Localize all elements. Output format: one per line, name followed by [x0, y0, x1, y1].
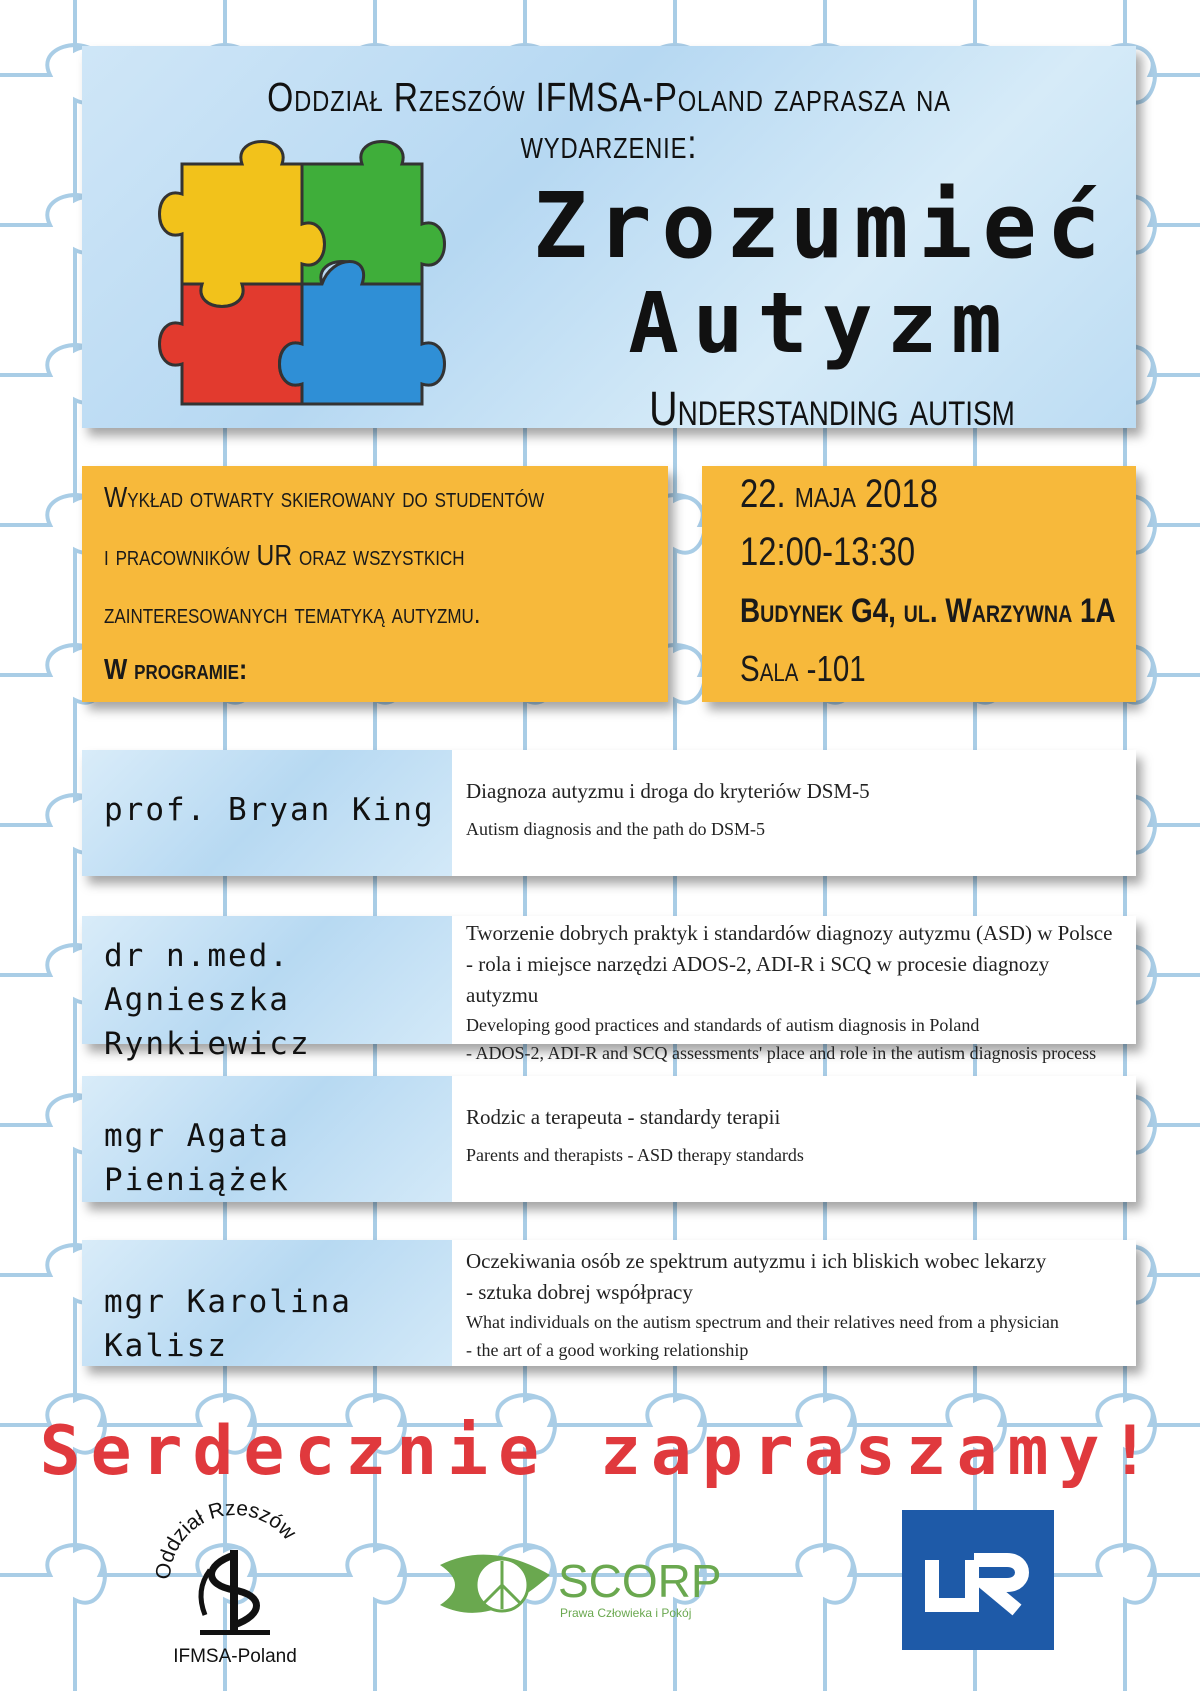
ifmsa-emblem-icon — [150, 1500, 320, 1670]
talk-title-pl: Oczekiwania osób ze spektrum autyzmu i ich bliskich wobec lekarzy — [466, 1249, 1047, 1273]
talk-description — [466, 918, 1126, 1067]
talk-title-en: - ADOS-2, ADI-R and SCQ assessments' place and role in the autism diagnosis process — [466, 1043, 1097, 1063]
talk-title-en: - the art of a good working relationship — [466, 1340, 749, 1360]
speaker-box — [82, 1240, 452, 1366]
speaker-name: mgr Karolina Kalisz — [104, 1284, 352, 1364]
organizer-line: Oddział Rzeszów IFMSA-Poland zaprasza na wydarzenie: — [267, 74, 951, 167]
speaker-box — [82, 1076, 452, 1202]
event-room: Sala -101 — [740, 648, 866, 689]
title-line1: Zrozumieć — [533, 174, 1111, 279]
talk-title-pl: Diagnoza autyzmu i droga do kryteriów DSM-5 — [466, 779, 870, 803]
scorp-emblem-icon — [440, 1545, 740, 1625]
speaker-box — [82, 750, 452, 876]
talk-title-pl: - rola i miejsce narzędzi ADOS-2, ADI-R i SCQ w procesie diagnozy autyzmu — [466, 952, 1050, 1007]
talk-title-pl: Tworzenie dobrych praktyk i standardów diagnozy autyzmu (ASD) w Polsce — [466, 921, 1113, 945]
description-line-3: zainteresowanych tematyką autyzmu. — [104, 598, 481, 630]
ifmsa-logo — [150, 1500, 320, 1670]
ur-emblem-icon — [902, 1510, 1054, 1650]
talk-title-en: Autism diagnosis and the path do DSM-5 — [466, 819, 765, 839]
speaker-name: mgr Agata Pieniążek — [104, 1118, 290, 1198]
talk-title-en: Developing good practices and standards of autism diagnosis in Poland — [466, 1015, 980, 1035]
event-date: 22. maja 2018 — [740, 472, 939, 516]
scorp-name: SCORP — [558, 1555, 722, 1607]
event-time: 12:00-13:30 — [740, 530, 916, 574]
talk-row — [82, 750, 1136, 876]
puzzle-pieces-icon — [142, 114, 462, 414]
talk-description — [466, 1102, 1126, 1169]
talk-row — [82, 916, 1136, 1063]
speaker-name: dr n.med. — [104, 938, 290, 974]
program-label: W programie: — [104, 654, 248, 686]
talk-title-en: What individuals on the autism spectrum and their relatives need from a physician — [466, 1312, 1059, 1332]
svg-text:Oddział Rzeszów — [152, 1500, 301, 1581]
ifmsa-arc-text: Oddział Rzeszów — [151, 1500, 301, 1581]
ifmsa-name: IFMSA-Poland — [173, 1646, 297, 1667]
event-details-box — [702, 466, 1136, 702]
description-line-1: Wykład otwarty skierowany do studentów — [104, 482, 545, 514]
scorp-tagline: Prawa Człowieka i Pokój — [560, 1606, 692, 1620]
talk-row — [82, 1076, 1136, 1202]
description-line-2: i pracowników UR oraz wszystkich — [104, 540, 465, 572]
ur-logo — [902, 1510, 1054, 1650]
description-box — [82, 466, 668, 702]
header-panel — [82, 46, 1136, 436]
title-line2: Autyzm — [628, 274, 1016, 372]
talk-title-pl: Rodzic a terapeuta - standardy terapii — [466, 1105, 781, 1129]
talk-row — [82, 1240, 1136, 1366]
speaker-name: Agnieszka Rynkiewicz — [104, 982, 311, 1062]
talk-title-en: Parents and therapists - ASD therapy standards — [466, 1145, 804, 1165]
scorp-logo — [440, 1545, 740, 1625]
talk-title-pl: - sztuka dobrej współpracy — [466, 1280, 693, 1304]
invitation-text: Serdecznie zapraszamy! — [39, 1412, 1161, 1491]
speaker-name: prof. Bryan King — [104, 792, 435, 828]
talk-description — [466, 776, 1126, 843]
event-place: Budynek G4, ul. Warzywna 1A — [740, 592, 1116, 630]
talk-description — [466, 1246, 1126, 1364]
subtitle: Understanding autism — [649, 383, 1015, 436]
speaker-box — [82, 916, 452, 1062]
